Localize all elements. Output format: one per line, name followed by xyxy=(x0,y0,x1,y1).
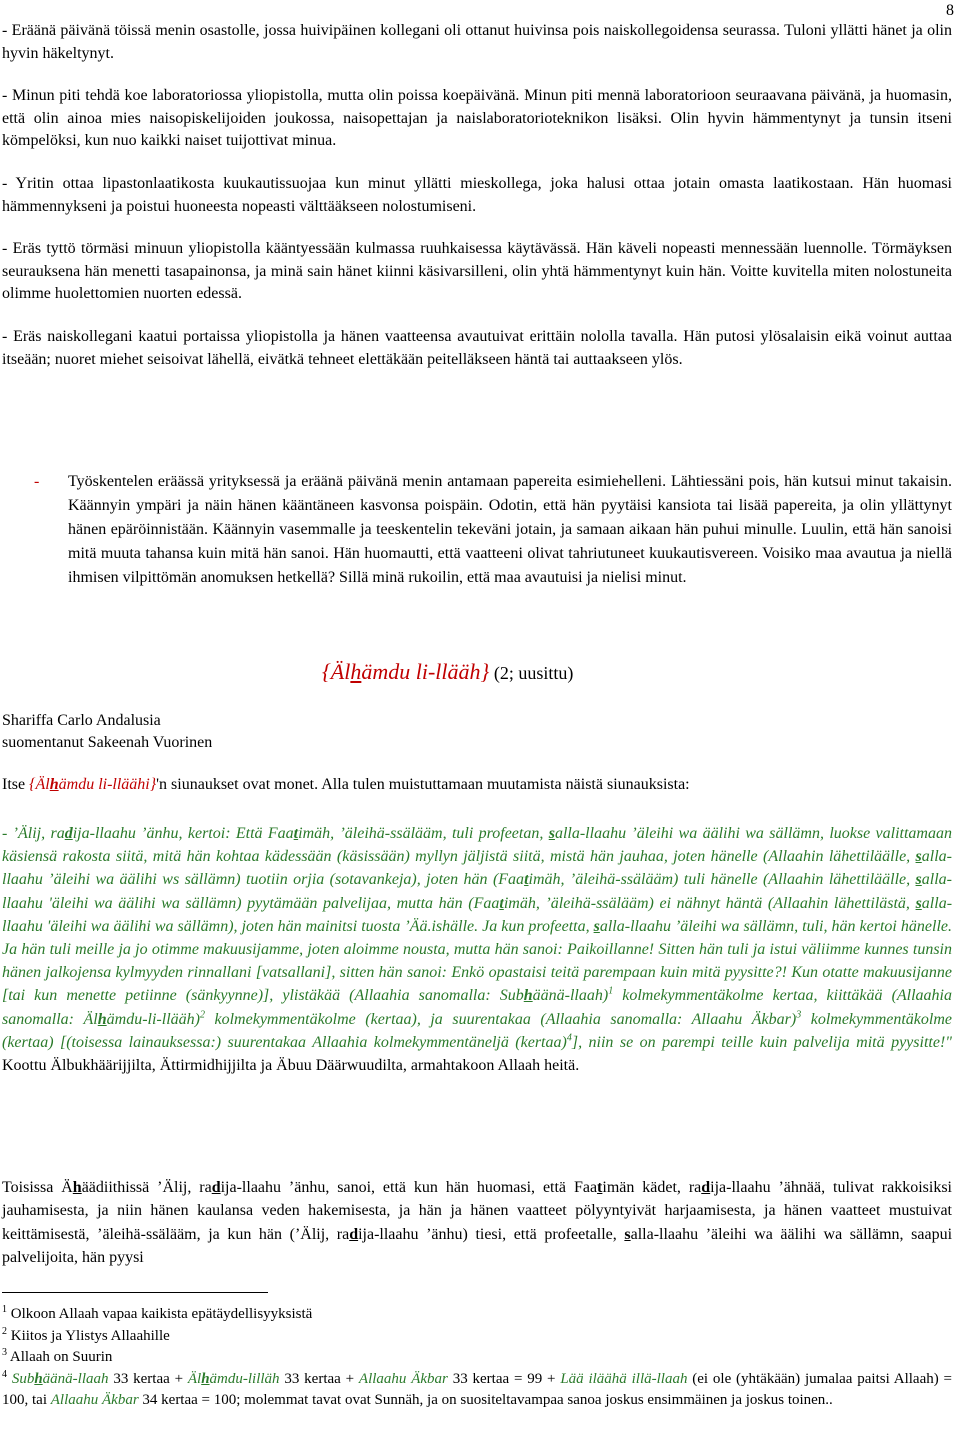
hadith-source: Koottu Älbukhäärijjilta, Ättirmidhijjilta ja Äbuu Däärwuudilta, armahtakoon Allaah heitä. xyxy=(2,1057,580,1075)
footnote-1: $^1$ Olkoon Allaah vapaa kaikista epätäydellisyyksistä xyxy=(2,1304,313,1322)
paragraph-4: - Eräs tyttö törmäsi minuun yliopistolla kääntyessään kulmassa ruuhkaisessa käytävässä. Hän käveli nopeasti mennessään luennolle. Törmäyksen seurauksena hän menetti tasapainonsa, ja minä sain hänet kiinni käsivarsilleni, olin yhtä hämmentynyt kuin hän. Voitte kuvitella miten nolostuneita olimme huolettomien nuorten edessä. xyxy=(2,240,952,303)
heading-suffix: (2; uusittu) xyxy=(489,663,574,683)
footnotes xyxy=(2,1304,952,1412)
hadith-paragraph: - ’Älij, radija-llaahu ’änhu, kertoi: Että Faatimäh, ’äleihä-ssälääm, tuli profeetan, salla-llaahu ’äleihi wa äälihi wa sällämn, luokse valittamaan käsiensä rakosta siitä, mitä hän kohtaa kädessään (käsissään) myllyn jäljistä siitä, mistä hän jauhaa, joten hänelle (Allaahin lähettiläälle, salla-llaahu ’äleihi wa äälihi ws sällämn) tuotiin orjia (sotavankeja), joten hän (Faatimäh, ’äleihä-ssälääm) tuli hänelle (Allaahin lähettiläälle, salla-llaahu 'äleihi wa äälihi wa sällämn) pyytämään palvelijaa, mutta hän (Faatimäh, ’äleihä-ssälääm) ei nähnyt häntä (Allaahin lähettilästä, salla-llaahu 'äleihi wa äälihi wa sällämn), joten hän mainitsi tuosta ’Ää.ishälle. Ja kun profeetta, salla-llaahu ’äleihi wa sällämn, tuli, hän kertoi hänelle. Ja hän tuli meille ja jo otimme makuusijamme, joten aloimme nousta, mutta hän sanoi: Paikoillanne! Sitten hän tuli ja istui väliimme kunnes tunsin hänen jalkojensa kylmyyden rinnallani [vatsallani], sitten hän sanoi: Enkö opastaisi teitä parempaan kuin mitä pyysitte?! Kun otatte makuusijanne [tai kun menette petiinne (sänkyynne)], ylistäkää (Allaahia sanomalla: Subhäänä-llaah)$^1$ kolmekymmentäkolme kertaa, kiittäkää (Allaahia sanomalla: Älhämdu-li-llääh)$^2$ kolmekymmentäkolme (kertaa), ja suurentakaa (Allaahia sanomalla: Allaahu Äkbar)$^3$ kolmekymmentäkolme (kertaa) [(toisessa lainauksessa:) suurentakaa Allaahia kolmekymmentäneljä (kertaa)$^4$], niin se on parempi teille kuin palvelija mitä pyysitte!" Koottu Älbukhäärijjilta, Ättirmidhijjilta ja Äbuu Däärwuudilta, armahtakoon Allaah heitä. xyxy=(2,825,953,1075)
blessings-intro: Itse {Älhämdu li-lläähi}'n siunaukset ovat monet. Alla tulen muistuttamaan muutamista näistä siunauksista: xyxy=(2,776,690,793)
footnote-3: $^3$ Allaah on Suurin xyxy=(2,1347,113,1366)
footnote-ref-1: 1 xyxy=(608,986,614,998)
second-hadith-paragraph: Toisissa Ähäädiithissä ’Älij, radija-llaahu ’änhu, sanoi, että kun hän huomasi, että Faatimän kädet, radija-llaahu ’ähnää, tulivat rakkoisiksi jauhamisesta, ja niin hänen kaulansa veden hakemisesta, ja hän ja hänen vaatteet pölyyntyivät harjaamisesta, ja hänen vaatteet mustuivat keittämisestä, ’äleihä-ssälääm, ja kun hän (’Älij, radija-llaahu ’änhu) tiesi, että profeetalle, salla-llaahu ’äleihi wa äälihi wa sällämn, saapui palvelijoita, hän pyysi xyxy=(2,1179,953,1267)
paragraph-3: - Yritin ottaa lipastonlaatikosta kuukautissuojaa kun minut yllätti mieskollega, joka halusi ottaa jotain omasta laatikostaan. Hän huomasi hämmennykseni ja poistui huoneesta nopeasti välttääkseen nolostumiseni. xyxy=(2,174,952,215)
blessings-term: {Älhämdu li-lläähi} xyxy=(29,776,157,793)
page-number: 8 xyxy=(946,2,954,19)
author-name: Shariffa Carlo Andalusia xyxy=(2,712,161,729)
footnote-2: $^2$ Kiitos ja Ylistys Allaahille xyxy=(2,1325,170,1344)
footnote-ref-2: 2 xyxy=(199,1009,205,1021)
paragraph-1: - Eräänä päivänä töissä menin osastolle, jossa huivipäinen kollegani oli ottanut huivinsa pois naiskollegoidensa seurassa. Tuloni yllätti hänet ja olin hyvin häkeltynyt. xyxy=(2,22,952,62)
author-block xyxy=(2,710,212,754)
paragraph-5: - Eräs naiskollegani kaatui portaissa yliopistolla ja hänen vaatteensa avautuivat erittäin nololla tavalla. Hän putosi ylösalaisin eikä voinut auttaa itseään; nuoret miehet seisoivat lähellä, eivätkä tehneet elettäkään peitelläkseen häntä tai auttaakseen ylös. xyxy=(2,327,952,368)
footnote-ref-3: 3 xyxy=(796,1009,802,1021)
footnote-separator xyxy=(2,1292,268,1293)
list-item-text: Työskentelen eräässä yrityksessä ja eräänä päivänä menin antamaan papereita esimiehelleni. Lähtiessäni pois, hän kutsui minut takaisin. Käännyin ympäri ja näin hänen kääntäneen kasvonsa poispäin. Odotin, että hän pyytäisi kansiota tai lisää papereita, ja olin yllättynyt hänen epäröinnistään. Käännyin vasemmalle ja teeskentelin tekeväni jotain, ja samaan aikaan hän puhui minulle. Luulin, että hän sanoisi mitä muuta tahansa kuin mitä hän sanoi. Hän huomautti, että vaatteeni olivat tahriutuneet kuukautisvereen. Voisiko maa avautua ja niellä ihmisen vilpittömän anomuksen hetkellä? Sillä minä rukoilin, että maa avautuisi ja nielisi minut. xyxy=(68,473,952,586)
translator-name: suomentanut Sakeenah Vuorinen xyxy=(2,734,213,751)
intro-section xyxy=(2,20,952,391)
footnote-4: $^4$ Subhäänä-llaah 33 kertaa + Älhämdu-lilläh 33 kertaa + Allaahu Äkbar 33 kertaa = 99 + Lää iläähä illä-llaah (ei ole (yhtäkään) jumalaa paitsi Allaah) = 100, tai Allaahu Äkbar 34 kertaa = 100; molemmat tavat ovat Sunnäh, ja on suositeltavampaa sanoa joskus ensimmäinen ja joskus toinen.. xyxy=(2,1368,952,1409)
heading-title: {Älhämdu li-llääh} xyxy=(322,659,490,684)
footnote-ref-4: 4 xyxy=(566,1032,572,1044)
section-heading xyxy=(322,659,573,685)
paragraph-2: - Minun piti tehdä koe laboratoriossa yliopistolla, mutta olin poissa koepäivänä. Minun piti mennä laboratorioon seuraavana päivänä, ja huomasin, että olin ainoa mies naisopiskelijoiden joukossa, naisopettajan ja naislaboratorioteknikon lisäksi. Olin hyvin hämmentynyt ja tunsin itseni kömpelöksi, kun nuo kaikki naiset tuijottivat minua. xyxy=(2,87,952,150)
list-dash: - xyxy=(34,473,40,490)
